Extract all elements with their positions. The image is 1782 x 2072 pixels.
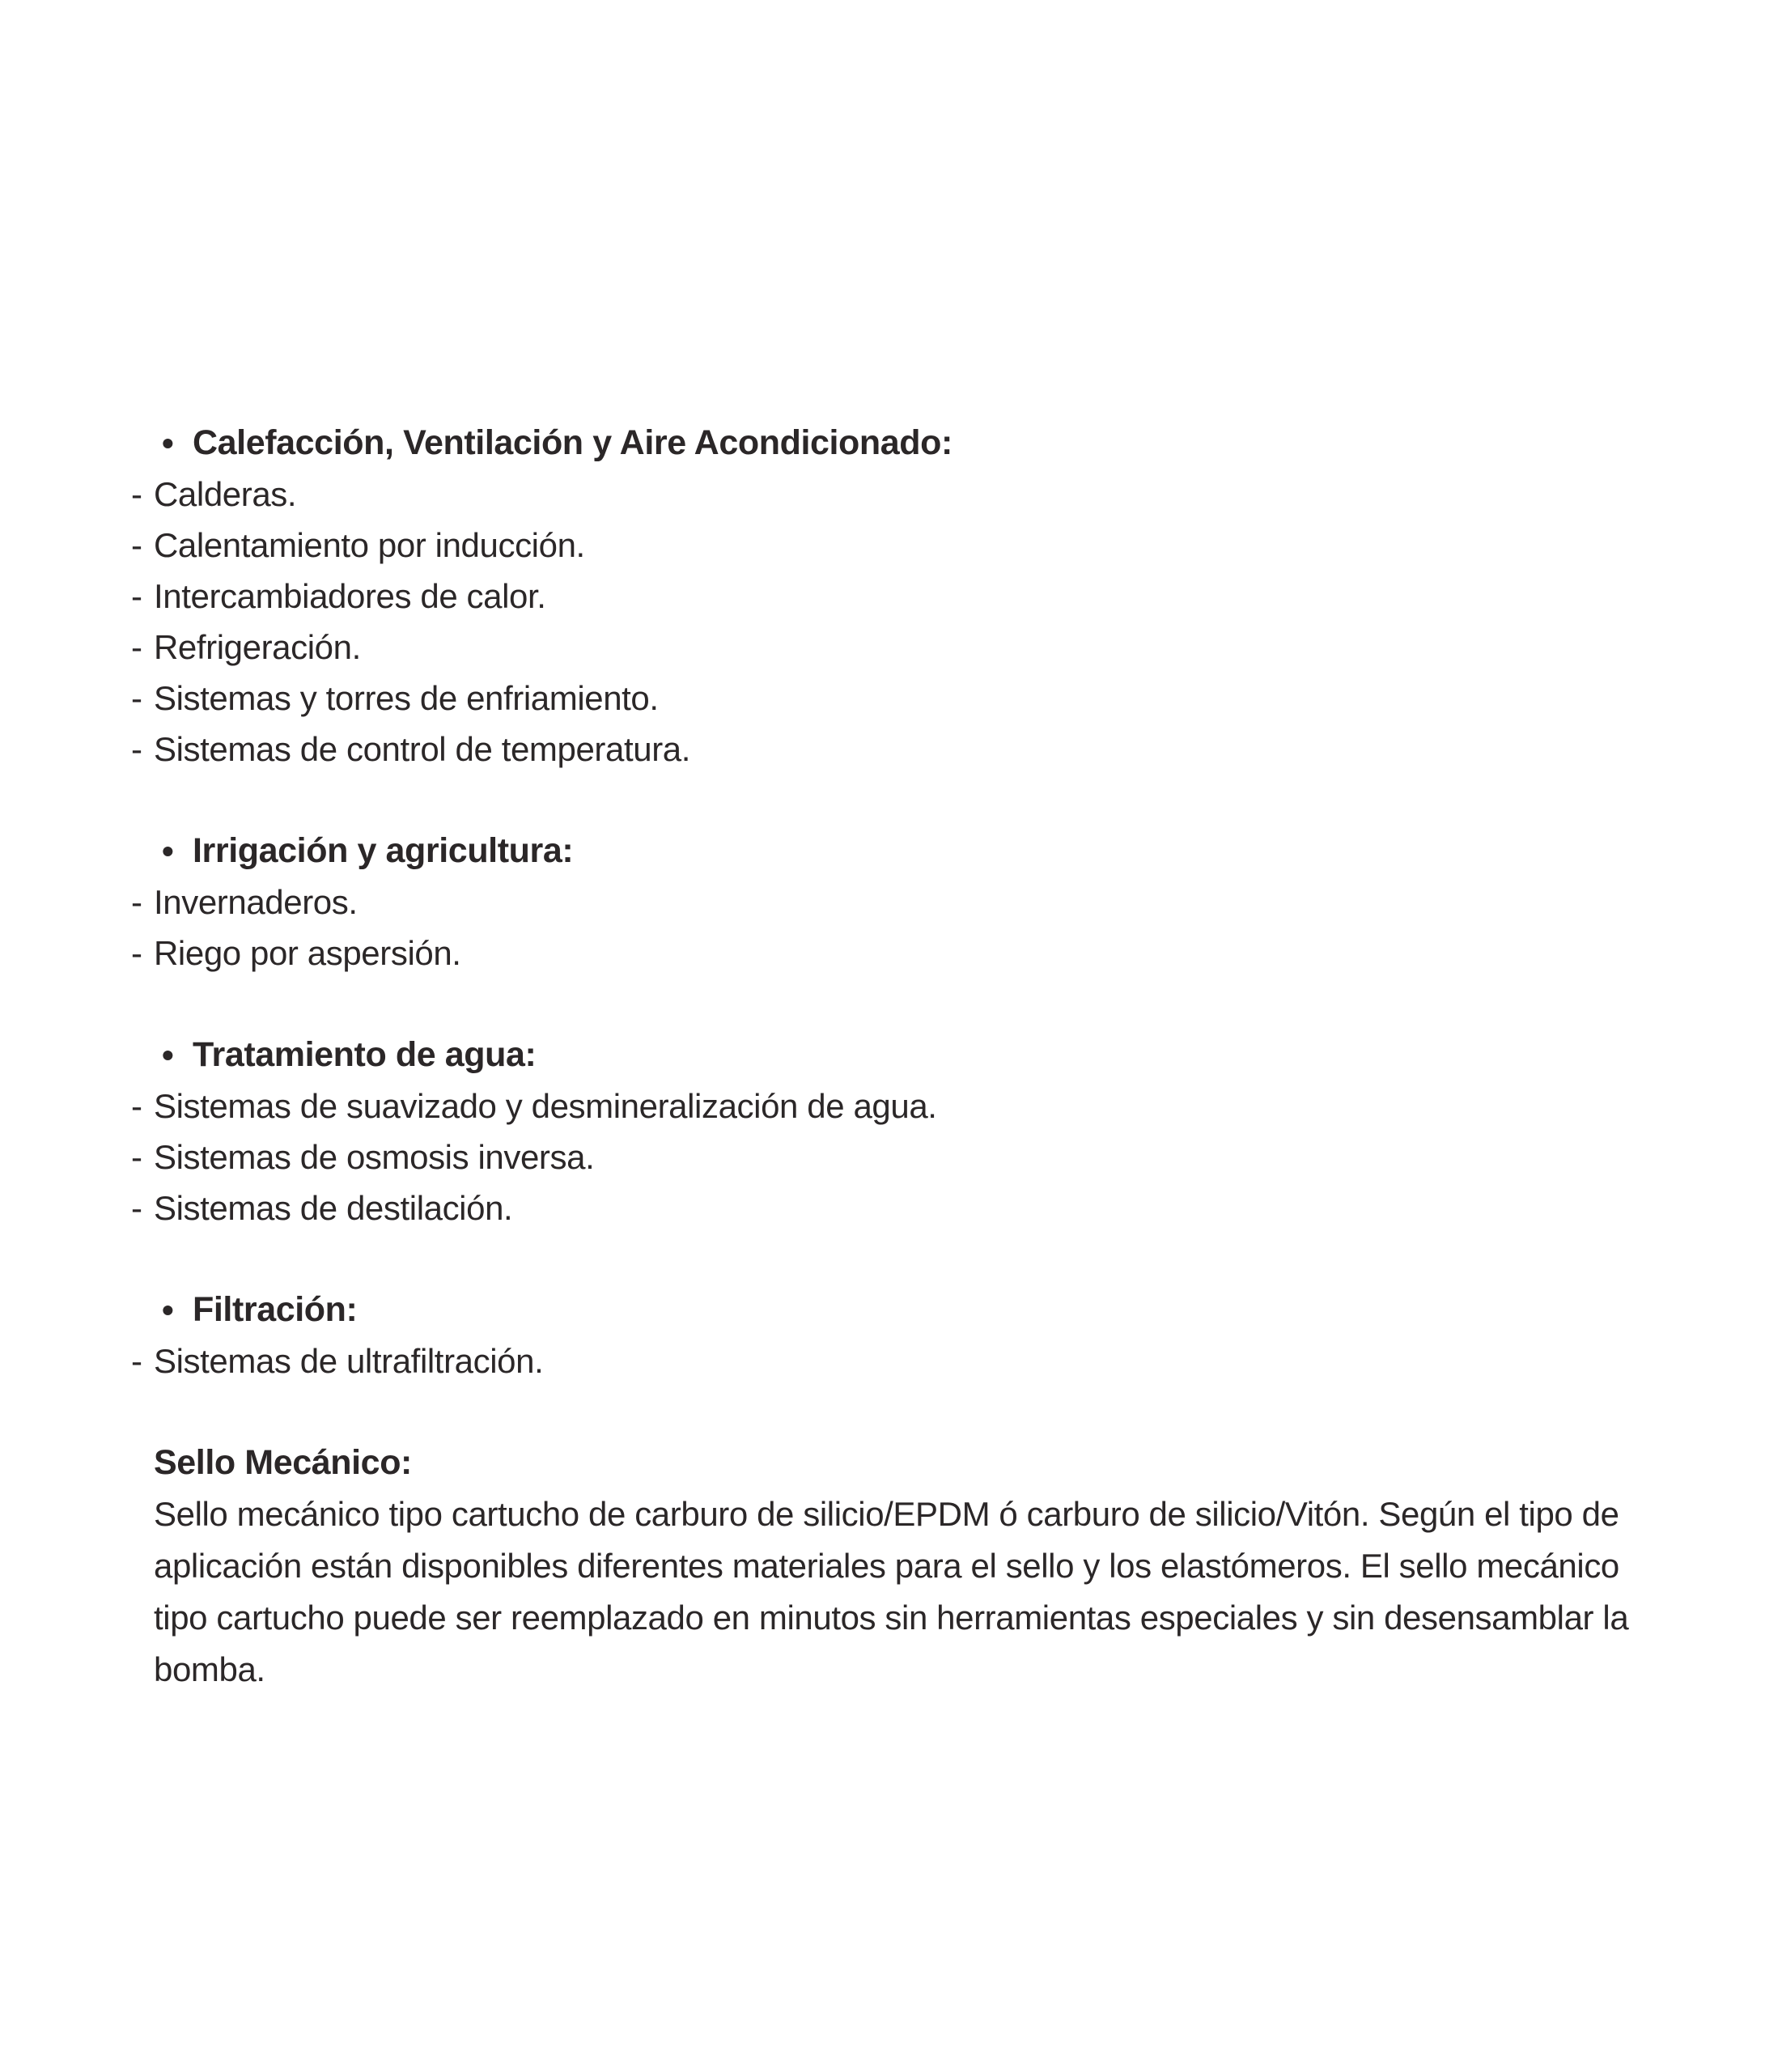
list-item — [131, 877, 1646, 928]
list-item — [131, 928, 1646, 979]
list-item — [131, 571, 1646, 622]
dash-marker: - — [131, 577, 142, 615]
bullet-icon: • — [162, 832, 174, 870]
list-item-text: Sistemas de osmosis inversa. — [154, 1138, 595, 1176]
list-item-text: Sistemas de suavizado y desmineralización de agua. — [154, 1087, 937, 1125]
list-item — [131, 622, 1646, 673]
list-item-text: Invernaderos. — [154, 883, 358, 921]
bullet-icon: • — [162, 1036, 174, 1074]
list-item — [131, 520, 1646, 571]
list-item — [131, 1132, 1646, 1182]
dash-marker: - — [131, 628, 142, 666]
list-item — [131, 1182, 1646, 1233]
dash-marker: - — [131, 730, 142, 768]
dash-marker: - — [131, 1189, 142, 1227]
section-mechanical-seal — [131, 1437, 1646, 1696]
seal-heading: Sello Mecánico: — [154, 1443, 412, 1482]
list-item — [131, 469, 1646, 520]
section-heading — [162, 1284, 1646, 1335]
list-item-text: Calentamiento por inducción. — [154, 526, 585, 564]
dash-marker: - — [131, 883, 142, 921]
section-heading — [162, 826, 1646, 877]
list-item-text: Calderas. — [154, 475, 297, 513]
section-filtration — [131, 1284, 1646, 1386]
list-item-text: Sistemas y torres de enfriamiento. — [154, 679, 659, 717]
section-heading — [162, 1030, 1646, 1081]
list-item — [131, 724, 1646, 775]
content-area — [131, 418, 1646, 1696]
list-item — [131, 1335, 1646, 1386]
list-item-text: Intercambiadores de calor. — [154, 577, 546, 615]
seal-paragraph: Sello mecánico tipo cartucho de carburo de silicio/EPDM ó carburo de silicio/Vitón. Según el tipo de aplicación están disponibles diferentes materiales para el sello y los elastómeros. El sello mecánico tipo cartucho puede ser reemplazado en minutos sin herramientas especiales y sin desensamblar la bomba. — [154, 1495, 1629, 1688]
section-irrigation — [131, 826, 1646, 979]
section-heading-text: Calefacción, Ventilación y Aire Acondicionado: — [193, 423, 953, 462]
list-item-text: Refrigeración. — [154, 628, 361, 666]
dash-marker: - — [131, 1138, 142, 1176]
list-item-text: Riego por aspersión. — [154, 934, 461, 972]
dash-marker: - — [131, 679, 142, 717]
dash-marker: - — [131, 475, 142, 513]
section-water-treatment — [131, 1030, 1646, 1233]
section-heading-text: Irrigación y agricultura: — [193, 831, 574, 870]
list-item-text: Sistemas de control de temperatura. — [154, 730, 691, 768]
section-hvac — [131, 418, 1646, 775]
section-heading-text: Tratamiento de agua: — [193, 1035, 537, 1074]
list-item — [131, 673, 1646, 724]
section-heading-text: Filtración: — [193, 1290, 358, 1329]
bullet-icon: • — [162, 424, 174, 462]
dash-marker: - — [131, 526, 142, 564]
bullet-icon: • — [162, 1291, 174, 1329]
dash-marker: - — [131, 934, 142, 972]
dash-marker: - — [131, 1087, 142, 1125]
list-item-text: Sistemas de ultrafiltración. — [154, 1342, 544, 1380]
list-item-text: Sistemas de destilación. — [154, 1189, 513, 1227]
list-item — [131, 1081, 1646, 1132]
section-heading — [162, 418, 1646, 469]
dash-marker: - — [131, 1342, 142, 1380]
